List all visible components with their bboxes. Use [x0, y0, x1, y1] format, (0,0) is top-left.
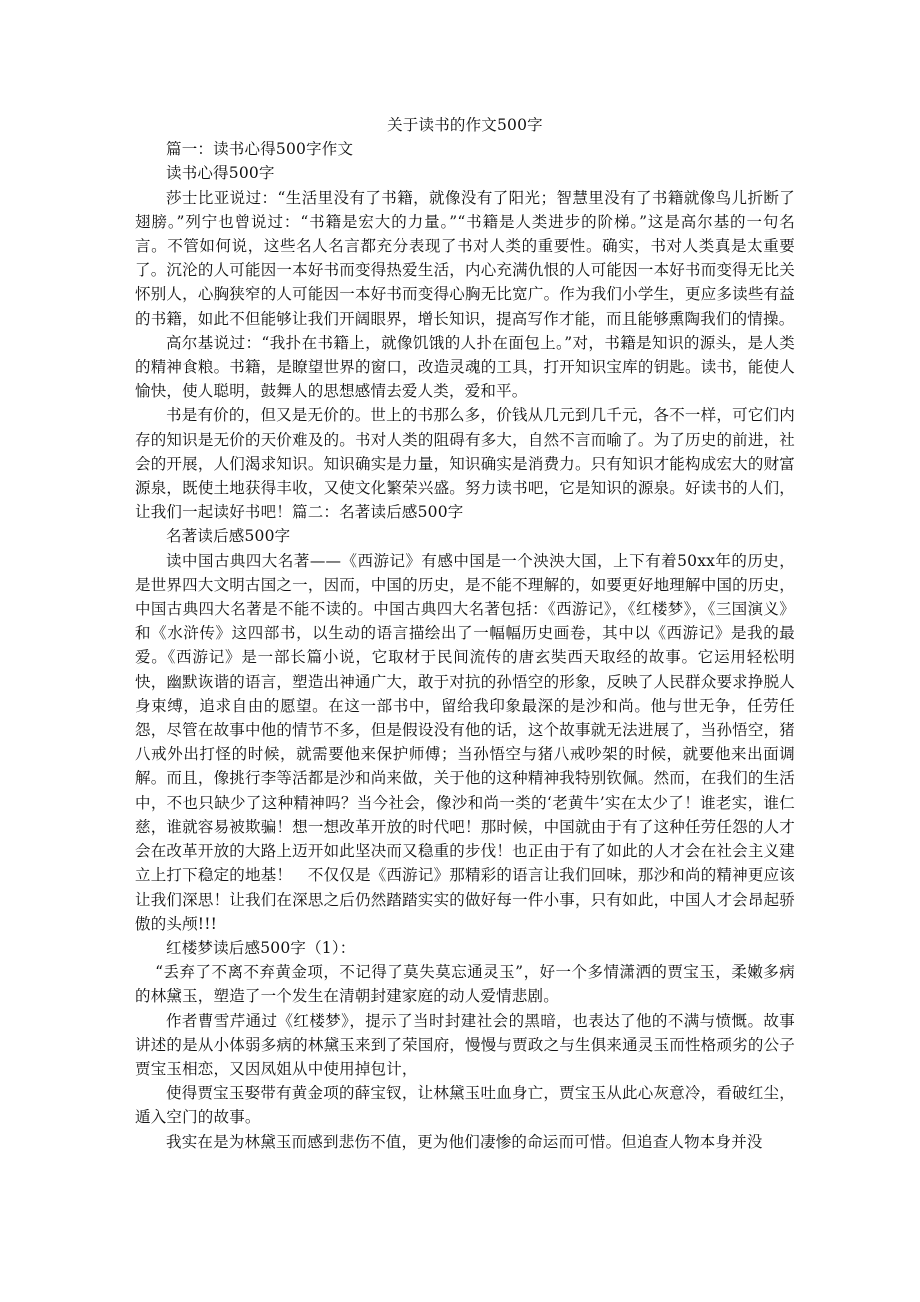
document-page: [135, 113, 795, 1154]
paragraph: 篇一：读书心得500字作文: [166, 140, 354, 159]
document-title: 关于读书的作文500字: [387, 116, 543, 134]
paragraph: 莎士比亚说过：“生活里没有了书籍，就像没有了阳光；智慧里没有了书籍就像鸟儿折断了翅膀。”列宁也曾说过：“书籍是宏大的力量。”“书籍是人类进步的阶梯。”这是高尔基的一句名言。不管如何说，这些名人名言都充分表现了书对人类的重要性。确实，书对人类真是太重要了。沉沦的人可能因一本好书而变得热爱生活，内心充满仇恨的人可能因一本好书而变得无比关怀别人，心胸狭窄的人可能因一本好书而变得心胸无比宽广。作为我们小学生，更应多读些有益的书籍，如此不但能够让我们开阔眼界，增长知识，提高写作才能，而且能够熏陶我们的情操。: [135, 188, 795, 328]
paragraph: “丢弃了不离不弃黄金项，不记得了莫失莫忘通灵玉”，好一个多情潇洒的贾宝玉，柔嫩多病的林黛玉，塑造了一个发生在清朝封建家庭的动人爱情悲剧。: [135, 963, 795, 1006]
paragraph: 作者曹雪芹通过《红楼梦》，提示了当时封建社会的黑暗，也表达了他的不满与愤慨。故事讲述的是从小体弱多病的林黛玉来到了荣国府，慢慢与贾政之与生俱来通灵玉而性格顽劣的公子贾宝玉相恋，又因凤姐从中使用掉包计，: [135, 1011, 795, 1078]
paragraph: 我实在是为林黛玉而感到悲伤不值，更为他们凄惨的命运而可惜。但追查人物本身并没: [166, 1132, 763, 1151]
paragraph: 书是有价的，但又是无价的。世上的书那么多，价钱从几元到几千元，各不一样，可它们内存的知识是无价的天价难及的。书对人类的阻碍有多大，自然不言而喻了。为了历史的前进，社会的开展，人们渴求知识。知识确实是力量，知识确实是消费力。只有知识才能构成宏大的财富源泉，既使土地获得丰收，又使文化繁荣兴盛。努力读书吧，它是知识的源泉。好读书的人们，让我们一起读好书吧！篇二：名著读后感500字: [135, 406, 795, 522]
paragraph: 读书心得500字: [166, 164, 275, 183]
document-body: [135, 137, 795, 1154]
paragraph: 名著读后感500字: [166, 527, 291, 546]
paragraph: 读中国古典四大名著——《西游记》有感中国是一个泱泱大国，上下有着50xx年的历史，是世界四大文明古国之一，因而，中国的历史，是不能不理解的，如要更好地理解中国的历史，中国古典四大名著是不能不读的。中国古典四大名著包括：《西游记》，《红楼梦》，《三国演义》和《水浒传》这四部书，以生动的语言描绘出了一幅幅历史画卷，其中以《西游记》是我的最爱。《西游记》是一部长篇小说，它取材于民间流传的唐玄奘西天取经的故事。它运用轻松明快，幽默诙谐的语言，塑造出神通广大，敢于对抗的孙悟空的形象，反映了人民群众要求挣脱人身束缚，追求自由的愿望。在这一部书中，留给我印象最深的是沙和尚。他与世无争，任劳任怨，尽管在故事中他的情节不多，但是假设没有他的话，这个故事就无法进展了，当孙悟空，猪八戒外出打怪的时候，就需要他来保护师傅；当孙悟空与猪八戒吵架的时候，就要他来出面调解。而且，像挑行李等活都是沙和尚来做，关于他的这种精神我特别钦佩。然而，在我们的生活中，不也只缺少了这种精神吗？当今社会，像沙和尚一类的‘老黄牛’实在太少了！谁老实，谁仁慈，谁就容易被欺骗！想一想改革开放的时代吧！那时候，中国就由于有了这种任劳任怨的人才会在改革开放的大路上迈开如此坚决而又稳重的步伐！也正由于有了如此的人才会在社会主义建立上打下稳定的地基！ 不仅仅是《西游记》那精彩的语言让我们回味，那沙和尚的精神更应该让我们深思！让我们在深思之后仍然踏踏实实的做好每一件小事，只有如此，中国人才会昂起骄傲的头颅!!!: [135, 551, 795, 933]
paragraph: 高尔基说过：“我扑在书籍上，就像饥饿的人扑在面包上。”对，书籍是知识的源头，是人类的精神食粮。书籍，是瞭望世界的窗口，改造灵魂的工具，打开知识宝库的钥匙。读书，能使人愉快，使人聪明，鼓舞人的思想感情去爱人类，爱和平。: [135, 333, 795, 401]
paragraph: 使得贾宝玉娶带有黄金项的薛宝钗，让林黛玉吐血身亡，贾宝玉从此心灰意冷，看破红尘，遁入空门的故事。: [135, 1084, 795, 1127]
paragraph: 红楼梦读后感500字（1）：: [166, 938, 356, 957]
